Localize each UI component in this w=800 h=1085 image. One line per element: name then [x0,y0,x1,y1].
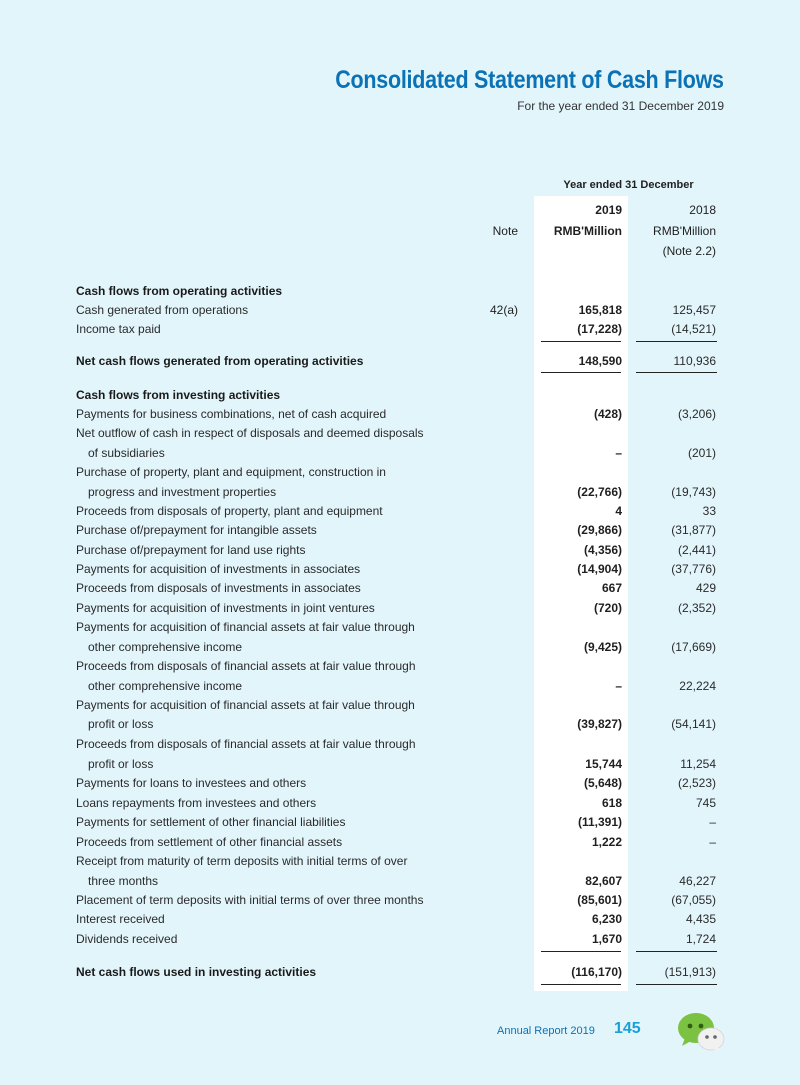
table-row [76,659,724,678]
table-row [76,640,724,659]
table-row [76,893,724,912]
table-row [76,965,724,984]
row-label: Net outflow of cash in respect of disposals and deemed disposals [76,426,424,440]
value-2018: (17,669) [671,640,716,654]
value-2019: (22,766) [577,485,622,499]
value-2019: (39,827) [577,717,622,731]
row-label: Purchase of/prepayment for intangible assets [76,523,317,537]
value-2019: (4,356) [583,543,622,557]
value-2019: 148,590 [578,354,622,368]
value-2019: (5,648) [583,776,622,790]
value-2018: 125,457 [672,303,716,317]
value-2018: 46,227 [679,874,716,888]
row-label: other comprehensive income [88,640,243,654]
table-row [76,354,724,373]
value-2018: (2,441) [677,543,716,557]
row-label: progress and investment properties [88,485,277,499]
value-2019: 1,222 [591,835,622,849]
value-2018: 1,724 [685,932,716,946]
table-row [76,854,724,873]
value-2018: (201) [687,446,716,460]
table-row [76,757,724,776]
row-label: profit or loss [88,757,154,771]
row-label: Payments for settlement of other financial liabilities [76,815,346,829]
section-heading: Cash flows from investing activities [76,388,281,402]
table-row [76,601,724,620]
total-rule [541,372,621,373]
row-label: Proceeds from disposals of investments in associates [76,581,361,595]
row-label: Payments for acquisition of financial assets at fair value through [76,698,415,712]
total-rule [636,984,717,985]
value-2018: (19,743) [671,485,716,499]
table-row [76,737,724,756]
table-row [76,796,724,815]
table-row [76,717,724,736]
row-label: Proceeds from disposals of property, plant and equipment [76,504,383,518]
table-row [76,620,724,639]
value-2019: 82,607 [585,874,622,888]
total-rule [636,372,717,373]
row-label: three months [88,874,159,888]
value-2018: – [709,835,716,849]
row-label: Proceeds from disposals of financial assets at fair value through [76,737,416,751]
value-2019: – [615,446,622,460]
value-2018: (2,523) [677,776,716,790]
table-row [76,284,724,303]
value-2019: (9,425) [583,640,622,654]
row-label: Proceeds from disposals of financial assets at fair value through [76,659,416,673]
value-2018: 22,224 [679,679,716,693]
total-rule [541,984,621,985]
row-label: Receipt from maturity of term deposits with initial terms of over [76,854,408,868]
table-row [76,776,724,795]
wechat-logo-icon [676,1010,726,1054]
footer-report-title: Annual Report 2019 [497,1025,595,1037]
value-2019: 1,670 [591,932,622,946]
row-label: Purchase of property, plant and equipment, construction in [76,465,386,479]
row-label: Dividends received [76,932,178,946]
row-label: Payments for acquisition of investments in associates [76,562,361,576]
row-label: Loans repayments from investees and others [76,796,317,810]
header-unit-2019: RMB'Million [553,224,622,238]
table-row [76,912,724,931]
value-2019: (428) [593,407,622,421]
table-row [76,562,724,581]
value-2018: (37,776) [671,562,716,576]
value-2019: (29,866) [577,523,622,537]
table-row [76,407,724,426]
table-row [76,523,724,542]
value-2018: (54,141) [671,717,716,731]
value-2018: (151,913) [664,965,716,979]
value-2018: (3,206) [677,407,716,421]
total-rule [636,341,717,342]
row-label: of subsidiaries [88,446,165,460]
value-2018: (2,352) [677,601,716,615]
value-2019: 667 [601,581,622,595]
table-row [76,932,724,951]
value-2018: 4,435 [685,912,716,926]
row-label: profit or loss [88,717,154,731]
header-year-2019: 2019 [595,203,622,217]
value-2019: (14,904) [577,562,622,576]
row-label: Interest received [76,912,165,926]
table-row [76,322,724,341]
value-2019: (11,391) [577,815,622,829]
value-2019: – [615,679,622,693]
value-2019: (116,170) [571,965,622,979]
section-heading: Net cash flows generated from operating activities [76,354,364,368]
page-title: Consolidated Statement of Cash Flows [335,66,724,94]
table-row [76,679,724,698]
header-unit-2018: RMB'Million [653,224,716,238]
value-2018: 110,936 [673,354,716,368]
value-2018: – [709,815,716,829]
table-row [76,485,724,504]
total-rule [541,951,621,952]
year-group-header: Year ended 31 December [563,179,694,191]
total-rule [636,951,717,952]
value-2018: 33 [702,504,716,518]
page-number: 145 [614,1020,641,1037]
value-2018: 429 [695,581,716,595]
header-year-2018: 2018 [689,203,716,217]
page-subtitle: For the year ended 31 December 2019 [517,99,724,113]
header-prior-note: (Note 2.2) [662,244,716,258]
value-2019: 165,818 [578,303,622,317]
table-row [76,835,724,854]
value-2018: 11,254 [680,757,716,771]
value-2019: 4 [615,504,622,518]
value-2019: 618 [601,796,622,810]
section-heading: Net cash flows used in investing activities [76,965,317,979]
row-label: Payments for loans to investees and others [76,776,307,790]
table-row [76,446,724,465]
row-label: Payments for acquisition of financial assets at fair value through [76,620,415,634]
table-row [76,581,724,600]
value-2019: 15,744 [585,757,622,771]
value-2019: (17,228) [577,322,622,336]
row-note: 42(a) [489,303,518,317]
row-label: Income tax paid [76,322,161,336]
row-label: Proceeds from settlement of other financial assets [76,835,343,849]
table-row [76,426,724,445]
value-2018: (31,877) [671,523,716,537]
row-label: Purchase of/prepayment for land use rights [76,543,306,557]
value-2018: 745 [695,796,716,810]
value-2019: (720) [593,601,622,615]
section-heading: Cash flows from operating activities [76,284,283,298]
table-row [76,815,724,834]
table-row [76,303,724,322]
value-2018: (67,055) [671,893,716,907]
table-row [76,465,724,484]
table-row [76,698,724,717]
row-label: other comprehensive income [88,679,243,693]
row-label: Payments for acquisition of investments in joint ventures [76,601,375,615]
value-2018: (14,521) [671,322,716,336]
row-label: Cash generated from operations [76,303,249,317]
value-2019: 6,230 [591,912,622,926]
header-note: Note [492,224,518,238]
row-label: Payments for business combinations, net of cash acquired [76,407,387,421]
table-row [76,543,724,562]
value-2019: (85,601) [577,893,622,907]
table-row [76,388,724,407]
table-row [76,874,724,893]
table-row [76,504,724,523]
row-label: Placement of term deposits with initial terms of over three months [76,893,424,907]
total-rule [541,341,621,342]
